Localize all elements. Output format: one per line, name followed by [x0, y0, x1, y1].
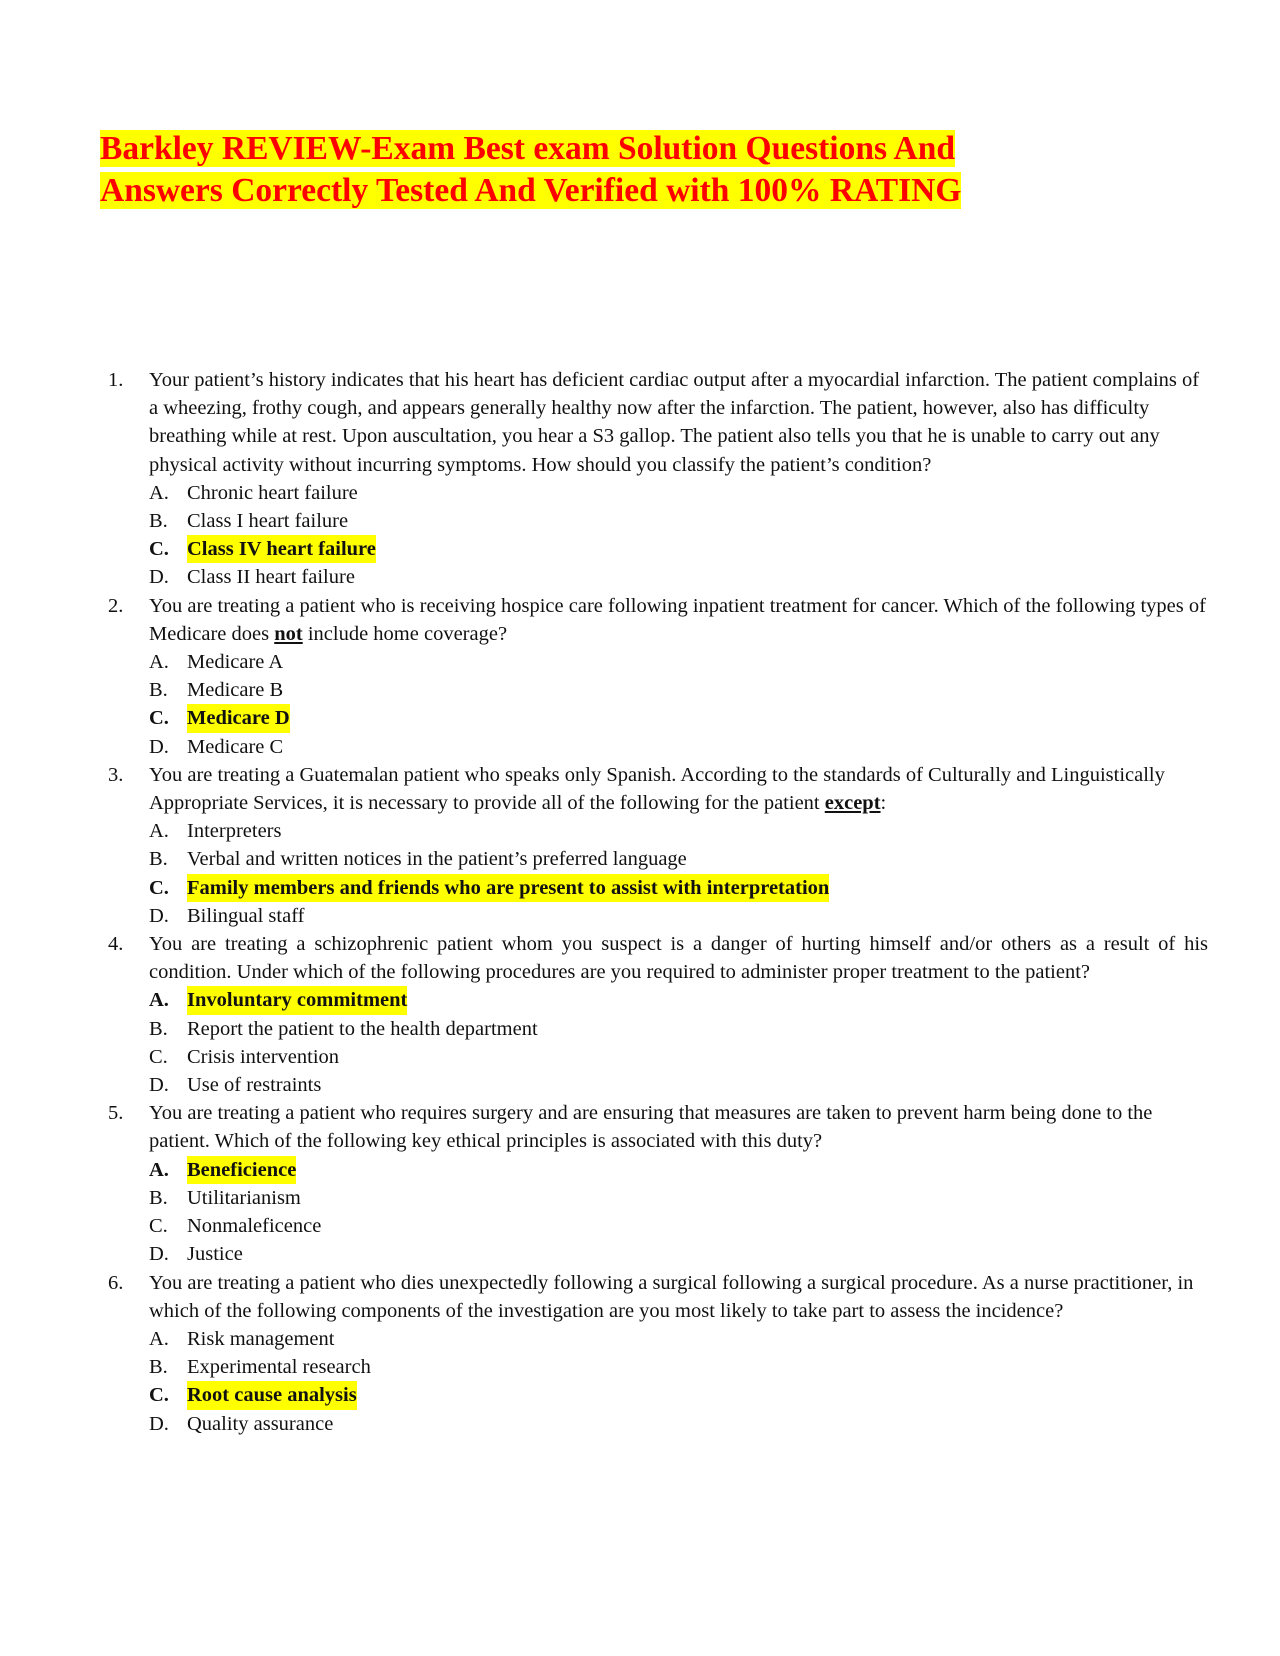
answer-option [149, 733, 1208, 761]
option-text: Quality assurance [187, 1412, 334, 1435]
answer-option [149, 1410, 1208, 1438]
correct-answer-option [149, 986, 1208, 1014]
question-1 [108, 366, 1208, 592]
option-text: Crisis intervention [187, 1045, 340, 1068]
answer-option [149, 1240, 1208, 1268]
question-number: 4. [108, 933, 124, 956]
option-text: Medicare C [187, 735, 284, 758]
option-text: Utilitarianism [187, 1186, 301, 1209]
option-text: Verbal and written notices in the patient’s preferred language [187, 848, 687, 871]
question-4 [108, 930, 1208, 1099]
answer-option [149, 1353, 1208, 1381]
option-label: D. [149, 1243, 169, 1266]
correct-answer-option [149, 704, 1208, 732]
option-text: Use of restraints [187, 1074, 322, 1097]
correct-answer-text: Family members and friends who are present to assist with interpretation [187, 874, 829, 902]
option-label: D. [149, 735, 169, 758]
option-label: C. [149, 1384, 169, 1407]
option-text: Report the patient to the health department [187, 1017, 538, 1040]
question-number: 6. [108, 1271, 124, 1294]
emphasized-word: except [824, 792, 881, 815]
answer-option [149, 817, 1208, 845]
answer-option [149, 1212, 1208, 1240]
option-text: Experimental research [187, 1356, 371, 1379]
option-label: D. [149, 904, 169, 927]
answer-option [149, 902, 1208, 930]
question-text: Your patient’s history indicates that his heart has deficient cardiac output after a myocardial infarction. The patient complains of a wheezing, frothy cough, and appears generally healthy now after the infarction. The patient, however, also has difficulty breathing while at rest. Upon auscultation, you hear a S3 gallop. The patient also tells you that he is unable to carry out any physical activity without incurring symptoms. How should you classify the patient’s condition? [149, 369, 1200, 476]
question-text: You are treating a patient who requires surgery and are ensuring that measures are taken to prevent harm being done to the patient. Which of the following key ethical principles is associated with this duty? [149, 1102, 1153, 1153]
answer-option [149, 676, 1208, 704]
option-text: Risk management [187, 1327, 335, 1350]
option-text: Class II heart failure [187, 566, 355, 589]
option-label: A. [149, 989, 169, 1012]
correct-answer-option [149, 535, 1208, 563]
option-label: A. [149, 820, 169, 843]
option-label: C. [149, 538, 169, 561]
question-text: You are treating a patient who is receiving hospice care following inpatient treatment for cancer. Which of the following types of Medicare does not include home coverage? [149, 594, 1206, 645]
option-label: B. [149, 1186, 168, 1209]
option-text: Justice [187, 1243, 243, 1266]
option-label: C. [149, 707, 169, 730]
option-label: A. [149, 1158, 169, 1181]
question-number: 3. [108, 763, 124, 786]
option-label: D. [149, 566, 169, 589]
option-text: Medicare A [187, 651, 284, 674]
option-label: B. [149, 848, 168, 871]
question-3 [108, 761, 1208, 930]
option-label: A. [149, 1327, 169, 1350]
title-line-1: Barkley REVIEW-Exam Best exam Solution Questions And [100, 130, 955, 167]
answer-option [149, 1015, 1208, 1043]
option-text: Interpreters [187, 820, 282, 843]
page-title [100, 128, 1100, 212]
question-2 [108, 592, 1208, 761]
option-label: C. [149, 876, 169, 899]
correct-answer-option [149, 1156, 1208, 1184]
answer-option [149, 507, 1208, 535]
option-label: B. [149, 510, 168, 533]
answer-option [149, 1071, 1208, 1099]
option-label: B. [149, 679, 168, 702]
answer-option [149, 1184, 1208, 1212]
correct-answer-text: Involuntary commitment [187, 986, 407, 1014]
option-label: B. [149, 1017, 168, 1040]
option-label: A. [149, 651, 169, 674]
question-list [108, 366, 1208, 1438]
option-label: D. [149, 1074, 169, 1097]
answer-option [149, 648, 1208, 676]
answer-option [149, 845, 1208, 873]
option-text: Nonmaleficence [187, 1215, 322, 1238]
correct-answer-option [149, 1381, 1208, 1409]
correct-answer-text: Root cause analysis [187, 1381, 357, 1409]
answer-option [149, 479, 1208, 507]
answer-option [149, 563, 1208, 591]
emphasized-word: not [274, 622, 303, 645]
option-text: Medicare B [187, 679, 284, 702]
question-text: You are treating a schizophrenic patient whom you suspect is a danger of hurting himself and/or others as a result of his condition. Under which of the following procedures are you required to administer proper treatment to the patient? [149, 933, 1208, 984]
answer-option [149, 1043, 1208, 1071]
option-label: D. [149, 1412, 169, 1435]
option-text: Class I heart failure [187, 510, 349, 533]
answer-option [149, 1325, 1208, 1353]
correct-answer-text: Class IV heart failure [187, 535, 376, 563]
question-text: You are treating a patient who dies unexpectedly following a surgical following a surgical procedure. As a nurse practitioner, in which of the following components of the investigation are you most likely to take part to assess the incidence? [149, 1271, 1194, 1322]
question-number: 2. [108, 594, 124, 617]
option-label: B. [149, 1356, 168, 1379]
correct-answer-text: Beneficience [187, 1156, 296, 1184]
option-label: A. [149, 481, 169, 504]
option-label: C. [149, 1045, 168, 1068]
question-text: You are treating a Guatemalan patient who speaks only Spanish. According to the standards of Culturally and Linguistically Appropriate Services, it is necessary to provide all of the following for the patient except: [149, 763, 1165, 815]
option-text: Bilingual staff [187, 904, 305, 927]
question-5 [108, 1099, 1208, 1268]
option-label: C. [149, 1215, 168, 1238]
option-text: Chronic heart failure [187, 481, 358, 504]
question-number: 1. [108, 369, 124, 391]
correct-answer-option [149, 874, 1208, 902]
question-number: 5. [108, 1102, 124, 1125]
title-line-2: Answers Correctly Tested And Verified with 100% RATING [100, 172, 962, 209]
correct-answer-text: Medicare D [187, 704, 290, 732]
question-6 [108, 1269, 1208, 1438]
